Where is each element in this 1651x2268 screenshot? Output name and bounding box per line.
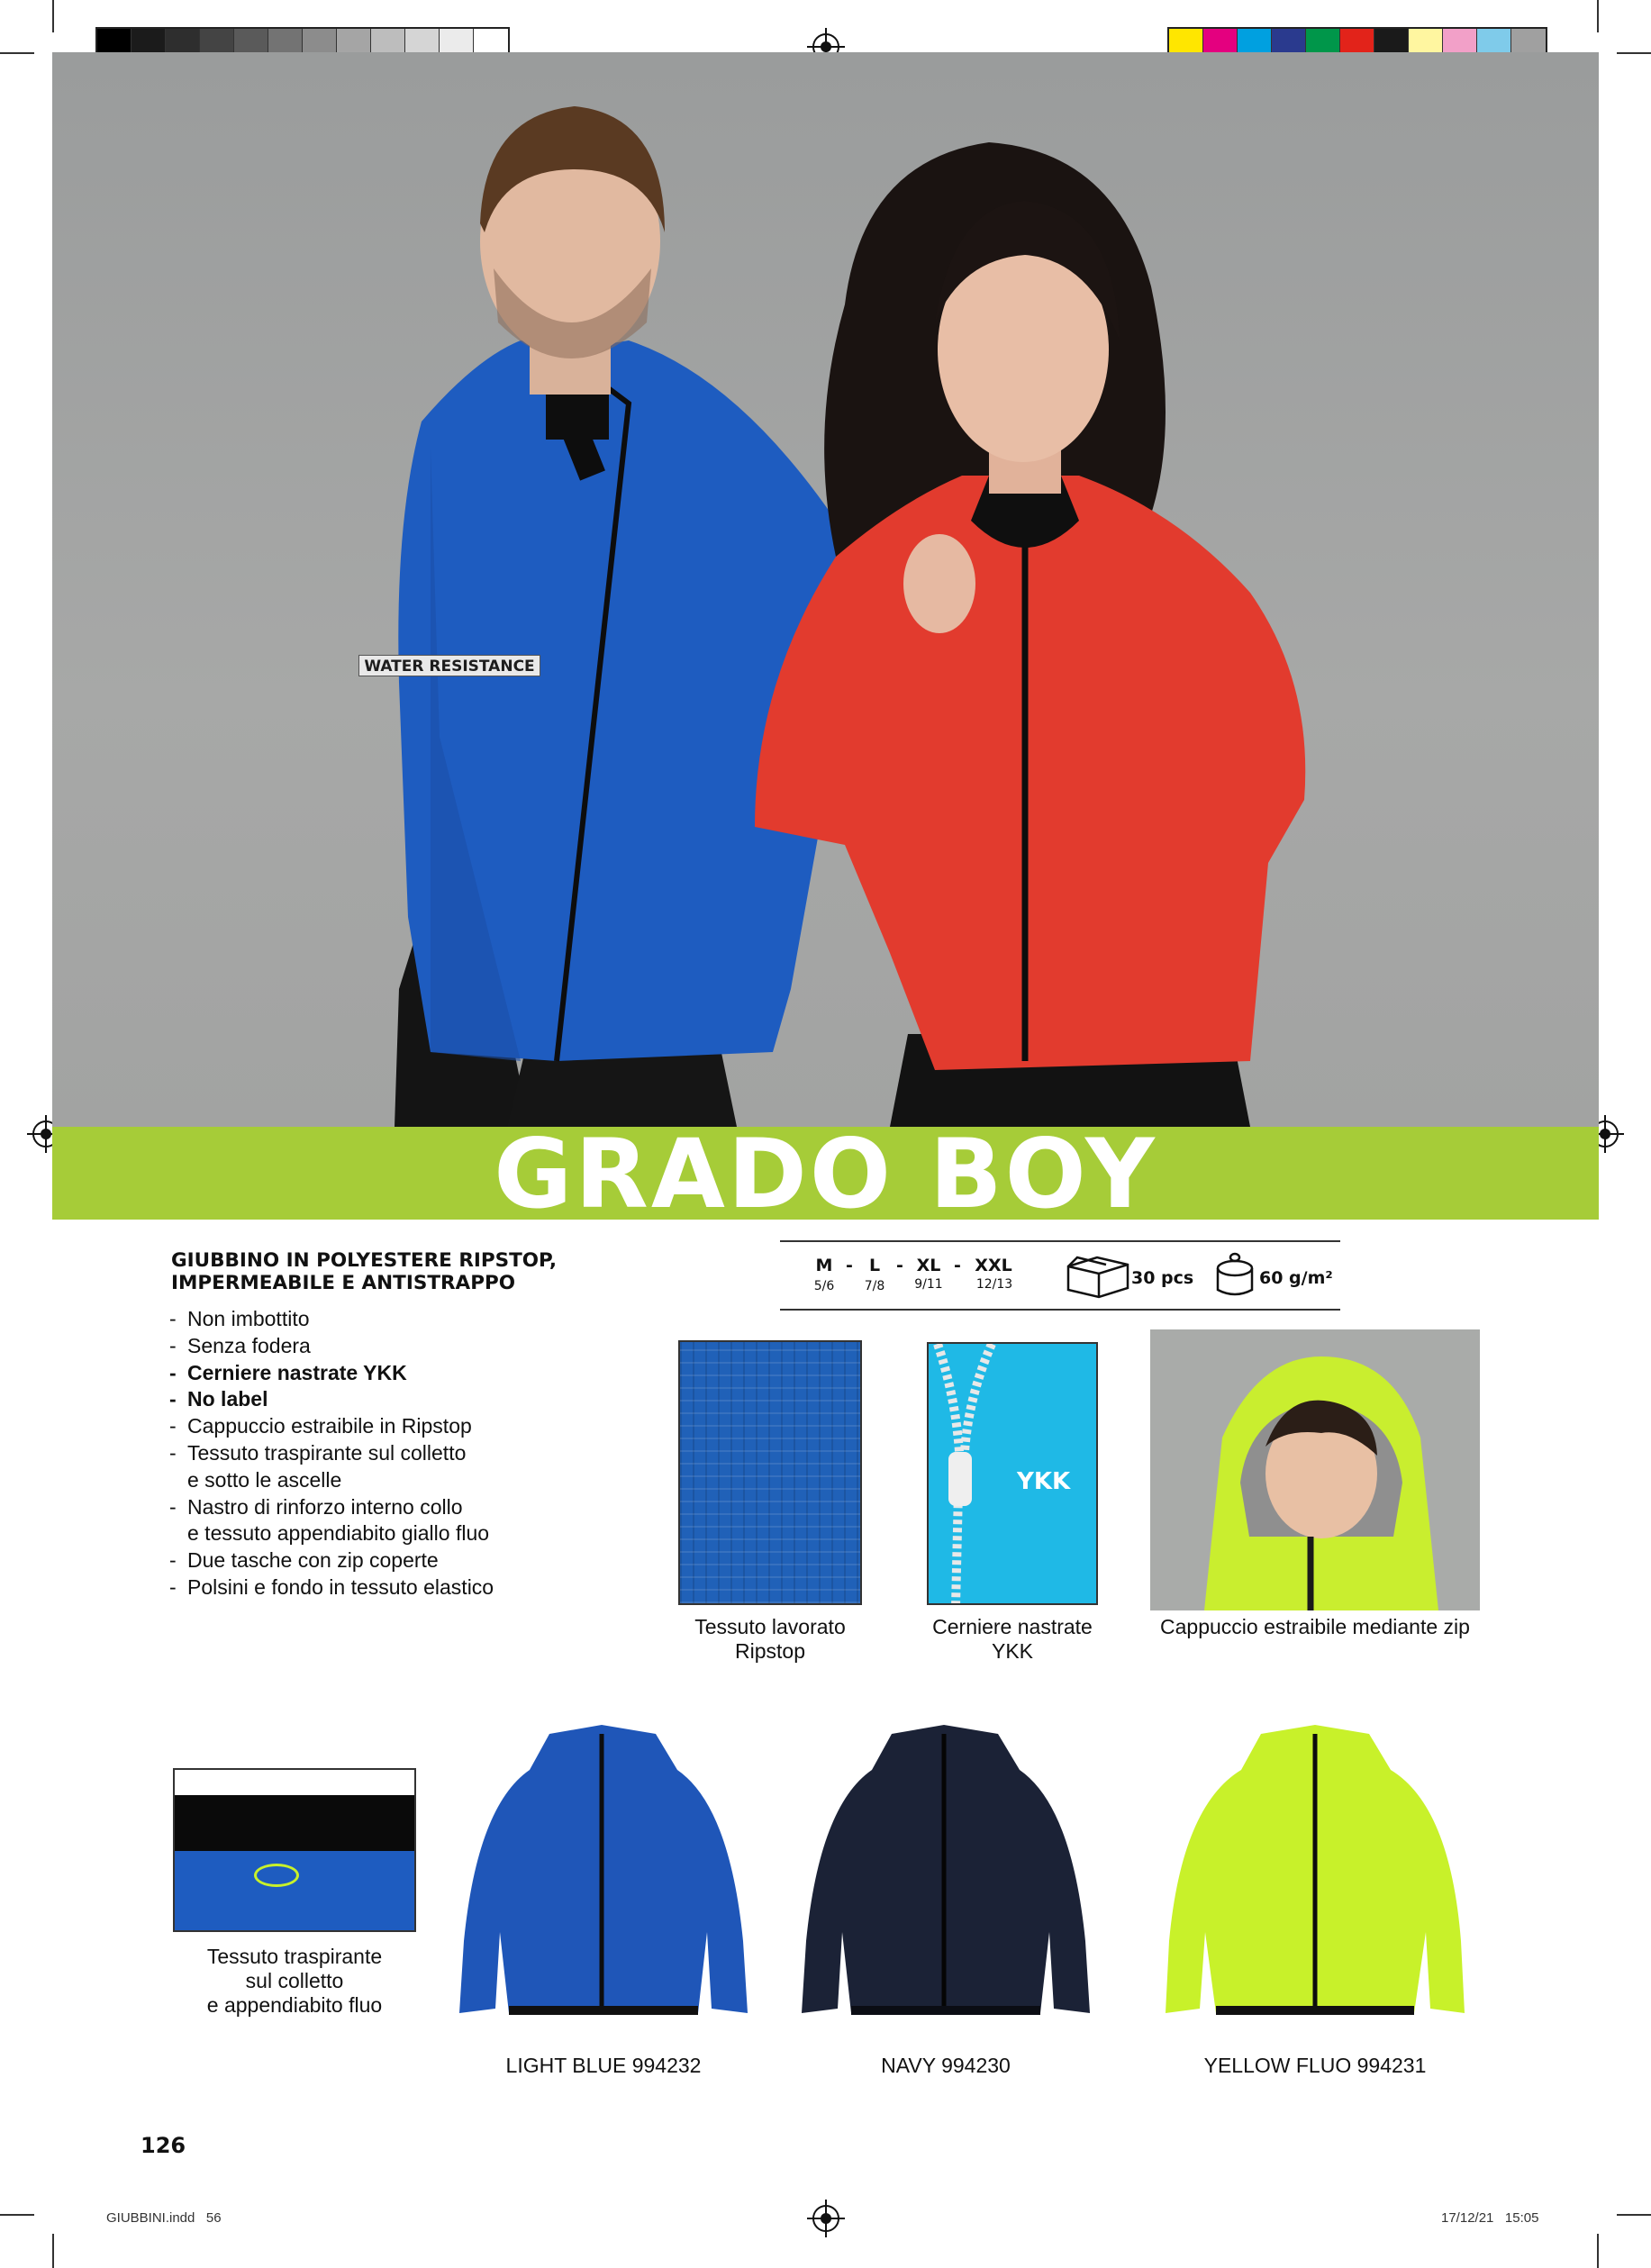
bullet-dash: -	[169, 1414, 177, 1438]
feature-item	[169, 1440, 494, 1467]
male-model	[395, 106, 836, 1127]
size-age: 9/11	[914, 1277, 943, 1292]
fabric-roll-icon	[1214, 1250, 1256, 1299]
footer-timestamp: 17/12/21 15:05	[1441, 2210, 1539, 2226]
pack-quantity: 30 pcs	[1131, 1268, 1194, 1288]
bullet-dash: -	[169, 1574, 177, 1599]
crop-mark	[52, 0, 54, 32]
feature-text: e tessuto appendiabito giallo fluo	[187, 1521, 490, 1546]
female-model	[755, 142, 1305, 1127]
bullet-dash: -	[169, 1494, 177, 1519]
feature-text: Polsini e fondo in tessuto elastico	[187, 1574, 494, 1599]
size-label: XXL	[975, 1256, 1012, 1275]
crop-mark	[1597, 2234, 1599, 2268]
product-title: GRADO BOY	[494, 1119, 1157, 1229]
footer-file-name: GIUBBINI.indd 56	[106, 2210, 222, 2226]
jacket-yellow-fluo	[1144, 1716, 1486, 2027]
size-separator: -	[846, 1256, 853, 1275]
size-age: 5/6	[813, 1279, 835, 1293]
registration-mark-icon	[812, 2205, 839, 2232]
bullet-dash: -	[169, 1360, 177, 1384]
bullet-dash	[169, 1467, 187, 1494]
water-resistance-badge: WATER RESISTANCE	[358, 655, 540, 676]
feature-text: Senza fodera	[187, 1333, 311, 1357]
hood-caption: Cappuccio estraibile mediante zip	[1160, 1615, 1470, 1638]
crop-mark	[1597, 0, 1599, 32]
feature-item	[169, 1306, 494, 1333]
size-label: M	[815, 1256, 833, 1275]
bullet-dash: -	[169, 1440, 177, 1465]
collar-caption: Tessuto traspirante sul colletto e appendiabito fluo	[206, 1945, 383, 2017]
crop-mark	[1617, 2214, 1651, 2216]
size-table	[811, 1254, 1018, 1302]
product-subhead	[171, 1249, 557, 1294]
size-label: XL	[916, 1256, 941, 1275]
page-number: 126	[141, 2133, 186, 2158]
feature-text: No label	[187, 1387, 268, 1411]
variant-label: NAVY 994230	[881, 2054, 1011, 2077]
feature-text: Nastro di rinforzo interno collo	[187, 1494, 463, 1519]
feature-item	[169, 1574, 494, 1601]
size-separator: -	[954, 1256, 961, 1275]
bullet-dash: -	[169, 1307, 177, 1330]
feature-text: Cappuccio estraibile in Ripstop	[187, 1414, 472, 1438]
models-illustration	[52, 52, 1599, 1127]
child-hood-illustration	[1150, 1329, 1480, 1610]
bullet-dash: -	[169, 1548, 177, 1573]
feature-item	[169, 1413, 494, 1440]
variant-label: LIGHT BLUE 994232	[505, 2054, 702, 2077]
feature-list	[169, 1306, 494, 1601]
size-separator: -	[896, 1256, 903, 1275]
collar-black-band	[175, 1795, 416, 1851]
subhead-line: IMPERMEABILE E ANTISTRAPPO	[171, 1272, 515, 1294]
feature-item	[169, 1467, 494, 1494]
divider	[780, 1240, 1340, 1242]
ripstop-fabric-photo	[678, 1340, 862, 1605]
fluo-hanger-loop	[254, 1864, 299, 1887]
bullet-dash	[169, 1520, 187, 1547]
crop-mark	[1617, 52, 1651, 54]
feature-item	[169, 1547, 494, 1574]
jacket-light-blue	[441, 1716, 761, 2027]
collar-white-area	[175, 1770, 416, 1795]
hood-detail-photo	[1150, 1329, 1480, 1610]
zipper-illustration	[929, 1344, 1098, 1605]
feature-item	[169, 1386, 494, 1413]
feature-item	[169, 1360, 494, 1387]
ripstop-caption: Tessuto lavorato Ripstop	[694, 1615, 846, 1663]
crop-mark	[0, 2214, 34, 2216]
crop-mark	[52, 2234, 54, 2268]
bullet-dash: -	[169, 1333, 177, 1357]
feature-text: Tessuto traspirante sul colletto	[187, 1440, 467, 1465]
fabric-weight: 60 g/m²	[1259, 1268, 1333, 1288]
size-age: 7/8	[864, 1279, 885, 1293]
feature-item	[169, 1520, 494, 1547]
size-label: L	[868, 1256, 881, 1275]
zipper-caption: Cerniere nastrate YKK	[932, 1615, 1093, 1663]
ykk-logo: YKK	[1017, 1468, 1071, 1495]
feature-text: Cerniere nastrate YKK	[187, 1360, 407, 1384]
feature-text: Due tasche con zip coperte	[187, 1548, 439, 1573]
bullet-dash: -	[169, 1387, 177, 1411]
size-age: 12/13	[975, 1277, 1013, 1292]
feature-item	[169, 1494, 494, 1521]
variant-label: YELLOW FLUO 994231	[1203, 2054, 1427, 2077]
collar-detail-photo	[173, 1768, 416, 1932]
subhead-line: GIUBBINO IN POLYESTERE RIPSTOP,	[171, 1249, 558, 1272]
divider	[780, 1309, 1340, 1311]
jacket-navy	[784, 1716, 1103, 2027]
hero-photo	[52, 52, 1599, 1127]
feature-text: Non imbottito	[187, 1307, 310, 1330]
box-icon	[1065, 1252, 1131, 1299]
ykk-zipper-photo	[927, 1342, 1098, 1605]
crop-mark	[0, 52, 34, 54]
feature-item	[169, 1333, 494, 1360]
feature-text: e sotto le ascelle	[187, 1467, 342, 1492]
